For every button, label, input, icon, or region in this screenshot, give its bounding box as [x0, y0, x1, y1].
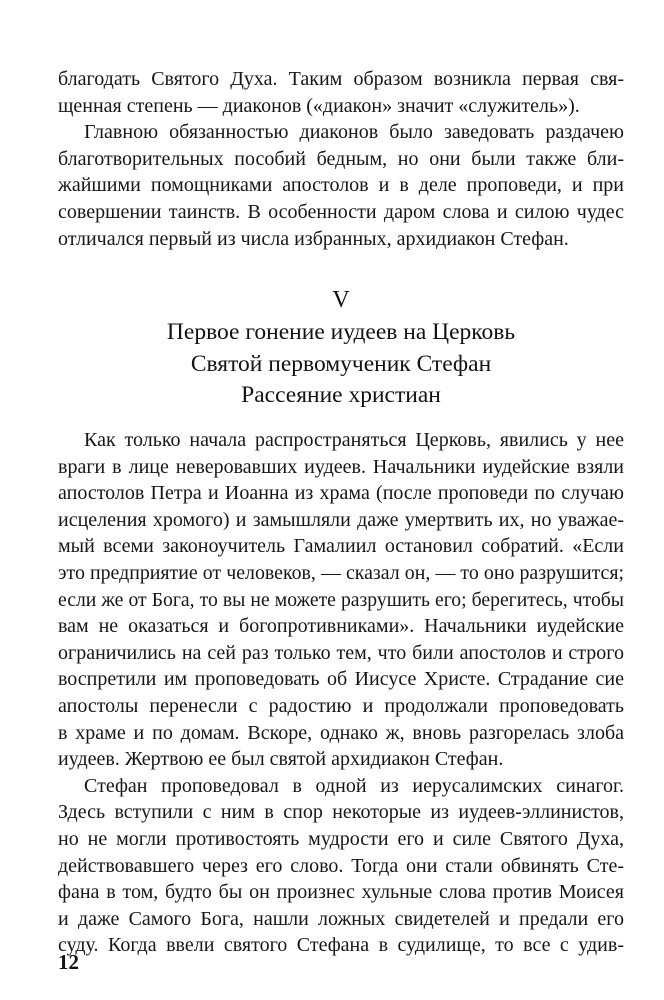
text-line: враги в лице неверовавших иудеев. Начальники иудейские взяли	[58, 455, 624, 478]
text-line: действовавшего через его слово. Тогда они стали обвинять Сте-	[58, 854, 624, 877]
text-line: суду. Когда ввели святого Стефана в судилище, то все с удив-	[58, 934, 624, 957]
text-line: вам не оказаться и богопротивниками». Начальники иудейские	[58, 615, 624, 638]
paragraph	[58, 66, 624, 119]
text-line: это предприятие от человеков, — сказал он, — то оно разрушится;	[58, 561, 624, 584]
text-line: благотворительных пособий бедным, но они были также бли-	[58, 147, 624, 170]
text-line: но не могли противостоять мудрости его и силе Святого Духа,	[58, 827, 624, 850]
section-heading	[58, 285, 624, 412]
section-number: V	[332, 287, 350, 313]
text-line: в храме и по домам. Вскоре, однако ж, вновь разгорелась злоба	[58, 721, 624, 744]
page-number: 12	[58, 950, 79, 974]
text-line: жайшими помощниками апостолов и в деле проповеди, и при	[58, 174, 624, 197]
text-line: фана в том, будто бы он произнес хульные слова против Моисея	[58, 881, 624, 904]
text-line: Главною обязанностью диаконов было заведовать раздачею	[84, 121, 624, 144]
text-line: благодать Святого Духа. Таким образом возникла первая свя-	[58, 68, 624, 90]
intro-text	[58, 66, 624, 252]
text-line: ограничились на сей раз только тем, что били апостолов и строго	[58, 641, 624, 664]
text-line: исцеления хромого) и замышляли даже умертвить их, но уважае-	[58, 508, 624, 531]
paragraph	[58, 773, 624, 959]
paragraph	[58, 427, 624, 773]
text-line: апостолы перенесли с радостию и продолжали проповедовать	[58, 694, 624, 717]
text-line: Здесь вступили с ним в спор некоторые из иудеев-эллинистов,	[58, 801, 624, 824]
text-line: и даже Самого Бога, нашли ложных свидетелей и предали его	[58, 907, 624, 930]
section-title-line: Рассеяние христиан	[241, 382, 441, 408]
text-line: воспретили им проповедовать об Иисусе Христе. Страдание сие	[58, 668, 624, 691]
text-line: щенная степень — диаконов («диакон» значит «служитель»).	[58, 94, 580, 117]
text-line: отличался первый из числа избранных, архидиакон Стефан.	[58, 227, 569, 250]
text-line: если же от Бога, то вы не можете разрушить его; берегитесь, чтобы	[58, 588, 624, 611]
section-body	[58, 427, 624, 959]
section-title-line: Первое гонение иудеев на Церковь	[166, 319, 516, 345]
text-line: совершении таинств. В особенности даром слова и силою чудес	[58, 200, 624, 223]
text-line: Стефан проповедовал в одной из иерусалимских синагог.	[84, 774, 624, 797]
text-line: мый всеми законоучитель Гамалиил остановил собратий. «Если	[58, 535, 624, 558]
text-line: иудеев. Жертвою ее был святой архидиакон Стефан.	[58, 748, 504, 771]
text-line: Как только начала распространяться Церковь, явились у нее	[84, 429, 624, 451]
section-title-line: Святой первомученик Стефан	[190, 350, 492, 377]
paragraph	[58, 119, 624, 252]
text-line: апостолов Петра и Иоанна из храма (после проповеди по случаю	[58, 482, 624, 505]
